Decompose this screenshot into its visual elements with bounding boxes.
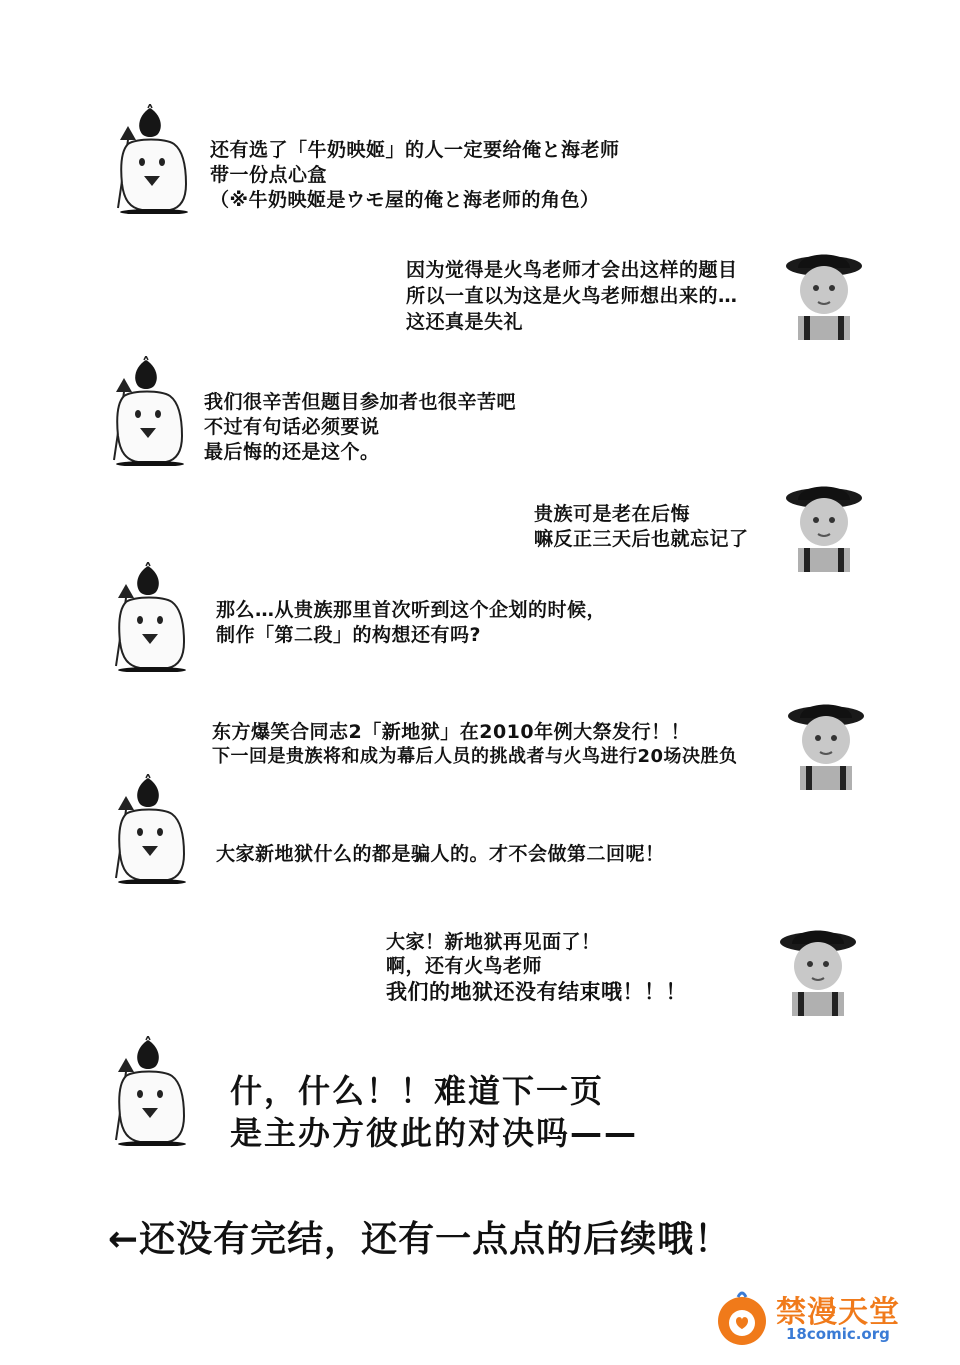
dialogue-line: （※牛奶映姬是ウモ屋的俺と海老师的角色） (210, 189, 600, 211)
mascot-icon (106, 104, 196, 214)
dialogue-line: 嘛反正三天后也就忘记了 (534, 528, 749, 550)
dialogue-line: 下一回是贵族将和成为幕后人员的挑战者与火鸟进行20场决胜负 (212, 746, 738, 767)
mascot-avatar (104, 562, 194, 672)
mascot-icon (104, 774, 194, 884)
dialogue-line: 制作「第二段」的构想还有吗? (216, 624, 482, 646)
dialogue-line: 还有选了「牛奶映姬」的人一定要给俺と海老师 (210, 139, 620, 161)
dialogue-line: 那么…从贵族那里首次听到这个企划的时候， (216, 599, 607, 621)
mascot-icon (104, 562, 194, 672)
watermark-site: 18comic.org (786, 1325, 890, 1343)
dialogue-line: 大家新地狱什么的都是骗人的。才不会做第二回呢！ (216, 843, 665, 865)
dialogue-line-large: 什，什么！！难道下一页 (230, 1072, 605, 1110)
kid-avatar (780, 476, 868, 572)
dialogue-line: 贵族可是老在后悔 (534, 503, 691, 525)
mascot-avatar (104, 1036, 194, 1146)
mascot-avatar (104, 774, 194, 884)
mascot-avatar (106, 104, 196, 214)
dialogue-line: 不过有句话必须要说 (204, 416, 380, 438)
mascot-avatar (102, 356, 192, 466)
dialogue-line-large: 是主办方彼此的对决吗—— (230, 1114, 639, 1152)
mascot-icon (102, 356, 192, 466)
kid-face-icon (774, 920, 862, 1016)
dialogue-line: 我们很辛苦但题目参加者也很辛苦吧 (204, 391, 517, 413)
kid-avatar (780, 244, 868, 340)
dialogue-line: 大家！新地狱再见面了！ (386, 931, 601, 953)
watermark-title: 禁漫天堂 (776, 1295, 900, 1330)
whale-logo-icon (710, 1285, 774, 1349)
kid-face-icon (780, 244, 868, 340)
dialogue-line: 我们的地狱还没有结束哦！！！ (386, 980, 687, 1004)
dialogue-line: 所以一直以为这是火鸟老师想出来的… (406, 285, 738, 307)
dialogue-line: 这还真是失礼 (406, 311, 524, 333)
kid-avatar (774, 920, 862, 1016)
kid-face-icon (780, 476, 868, 572)
kid-avatar (782, 694, 870, 790)
dialogue-line: 啊，还有火鸟老师 (386, 955, 543, 977)
kid-face-icon (782, 694, 870, 790)
dialogue-line: 带一份点心盒 (210, 164, 328, 186)
dialogue-line: 因为觉得是火鸟老师才会出这样的题目 (406, 259, 738, 281)
continued-notice: ←还没有完结，还有一点点的后续哦！ (108, 1219, 732, 1260)
site-watermark (710, 1285, 920, 1349)
dialogue-line: 东方爆笑合同志2「新地狱」在2010年例大祭发行！！ (212, 721, 691, 743)
mascot-icon (104, 1036, 194, 1146)
dialogue-line: 最后悔的还是这个。 (204, 441, 380, 463)
